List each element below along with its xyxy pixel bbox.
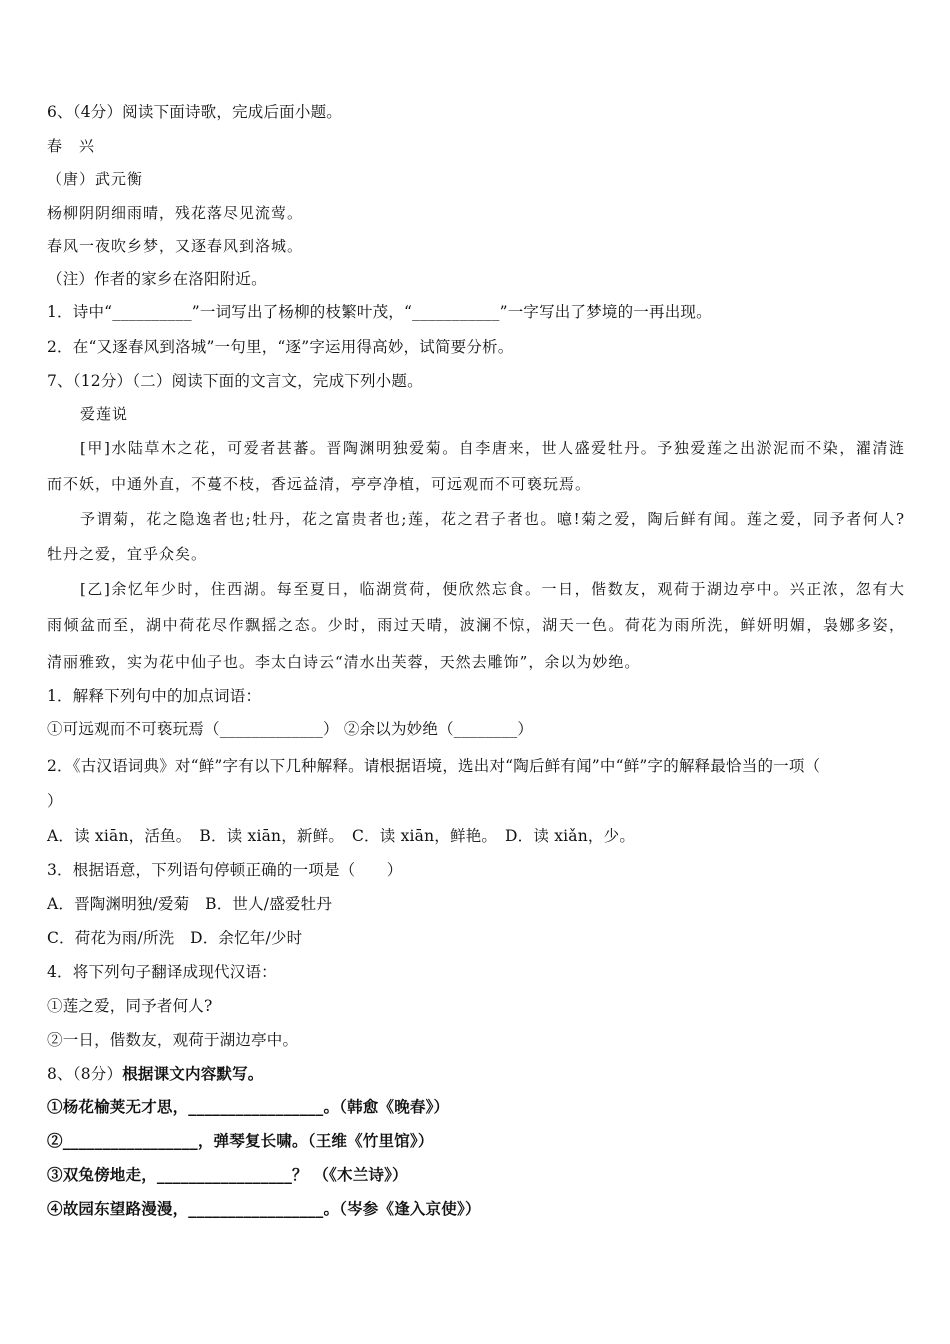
q7-sub-question-2-bracket: ）	[47, 792, 63, 810]
q7-sub-question-2-options: A．读 xiān，活鱼。 B．读 xiān，新鲜。 C．读 xiān，鲜艳。 D．读 xiǎn，少。	[47, 827, 636, 845]
q8-item-4: ④故园东望路漫漫，_________________。（岑参《逢入京使》）	[47, 1199, 481, 1218]
poem-verse-1: 杨柳阴阴细雨晴，残花落尽见流莺。	[47, 204, 304, 222]
passage-yi-line-2: 雨倾盆而至，湖中荷花尽作飘摇之态。少时，雨过天晴，波澜不惊，湖天一色。荷花为雨所洗，鲜妍明媚，袅娜多姿，	[47, 616, 905, 634]
passage-jia-line-3: 予谓菊，花之隐逸者也;牡丹，花之富贵者也;莲，花之君子者也。噫!菊之爱，陶后鲜有闻。莲之爱，同予者何人?	[80, 510, 905, 528]
q6-sub-question-2: 2．在“又逐春风到洛城”一句里，“逐”字运用得高妙，试简要分析。	[47, 338, 514, 356]
q8-item-3: ③双兔傍地走，_________________？ （《木兰诗》）	[47, 1165, 408, 1184]
q7-sub-question-4-item-1: ①莲之爱，同予者何人?	[47, 997, 213, 1015]
q8-header	[47, 1064, 264, 1084]
q7-sub-question-3-options-cd: C．荷花为雨/所洗 D．余忆年/少时	[47, 929, 303, 947]
q8-item-2: ②_________________，弹琴复长啸。（王维《竹里馆》）	[47, 1131, 434, 1150]
q7-sub-question-2: 2．《古汉语词典》对“鲜”字有以下几种解释。请根据语境，选出对“陶后鲜有闻”中“鲜”字的解释最恰当的一项（	[47, 757, 821, 775]
q7-sub-question-3: 3．根据语意，下列语句停顿正确的一项是（ ）	[47, 861, 403, 879]
passage-yi-line-3: 清丽雅致，实为花中仙子也。李太白诗云“清水出芙蓉，天然去雕饰”，余以为妙绝。	[47, 653, 641, 671]
q7-sub-question-4-item-2: ②一日，偕数友，观荷于湖边亭中。	[47, 1031, 299, 1049]
q7-sub-question-1-items: ①可远观而不可亵玩焉（_____________） ②余以为妙绝（________）	[47, 720, 534, 738]
essay-title: 爱莲说	[80, 405, 129, 423]
passage-yi-line-1: [乙]余忆年少时，住西湖。每至夏日，临湖赏荷，便欣然忘食。一日，偕数友，观荷于湖边亭中。兴正浓，忽有大	[80, 580, 905, 598]
poem-title: 春 兴	[47, 137, 96, 155]
passage-jia-line-4: 牡丹之爱，宜乎众矣。	[47, 545, 208, 563]
q7-sub-question-4: 4．将下列句子翻译成现代汉语：	[47, 963, 277, 981]
q7-sub-question-1: 1．解释下列句中的加点词语：	[47, 687, 262, 705]
q8-header-prefix: 8、（8分）	[47, 1065, 123, 1083]
passage-jia-line-1: [甲]水陆草木之花，可爱者甚蕃。晋陶渊明独爱菊。自李唐来，世人盛爱牡丹。予独爱莲之出淤泥而不染，濯清涟	[80, 439, 905, 457]
passage-jia-line-2: 而不妖，中通外直，不蔓不枝，香远益清，亭亭净植，可远观而不可亵玩焉。	[47, 475, 592, 493]
q6-header: 6、（4分）阅读下面诗歌，完成后面小题。	[47, 103, 342, 121]
q7-sub-question-3-options-ab: A．晋陶渊明独/爱菊 B．世人/盛爱牡丹	[47, 895, 333, 913]
poem-note: （注）作者的家乡在洛阳附近。	[47, 270, 267, 288]
q8-header-text: 根据课文内容默写。	[122, 1064, 264, 1083]
poem-author: （唐）武元衡	[47, 170, 144, 188]
poem-verse-2: 春风一夜吹乡梦，又逐春风到洛城。	[47, 237, 304, 255]
q6-sub-question-1: 1．诗中“__________”一词写出了杨柳的枝繁叶茂，“___________”一字写出了梦境的一再出现。	[47, 303, 712, 321]
q7-header: 7、（12分）（二）阅读下面的文言文，完成下列小题。	[47, 372, 423, 390]
q8-item-1: ①杨花榆荚无才思，_________________。（韩愈《晚春》）	[47, 1097, 450, 1116]
